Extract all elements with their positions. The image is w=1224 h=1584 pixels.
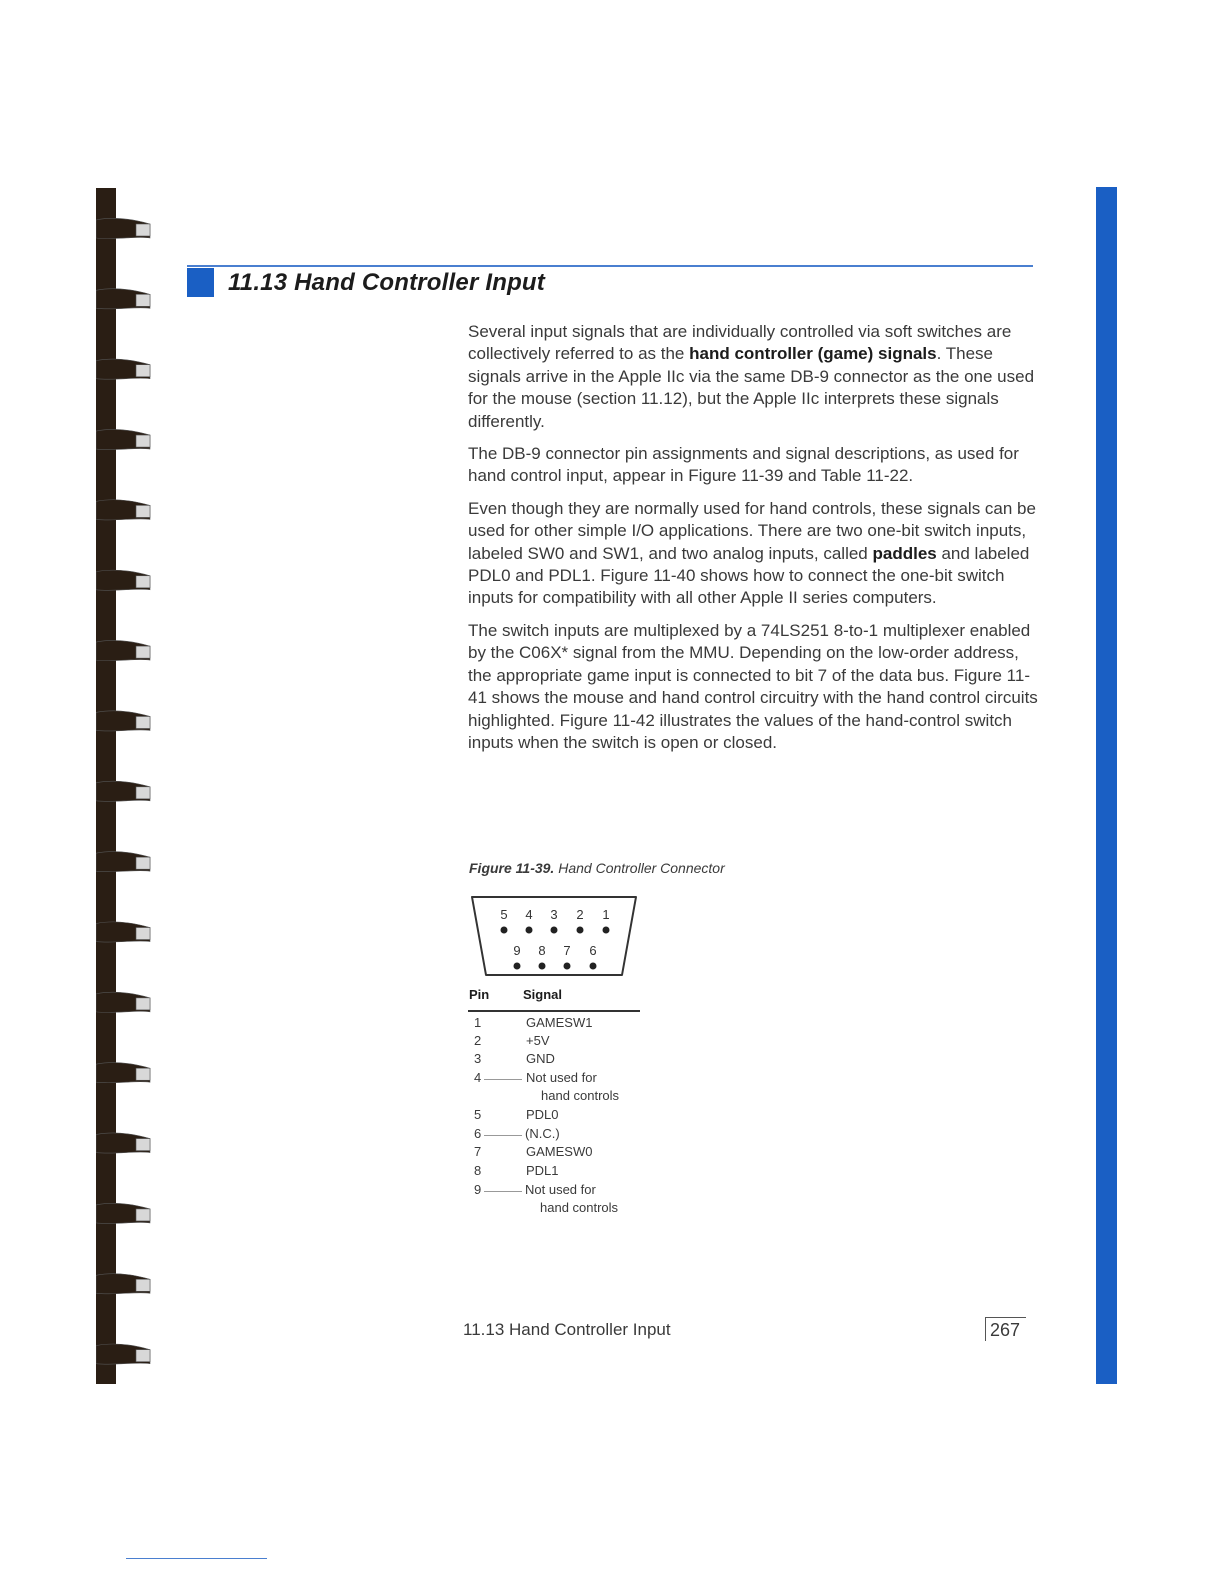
table-row-continuation	[468, 1088, 640, 1106]
table-row	[468, 1163, 640, 1181]
pin-dot-2	[577, 927, 584, 934]
table-row	[468, 1070, 640, 1088]
pin-dot-8	[539, 963, 546, 970]
pin-dot-4	[526, 927, 533, 934]
pin-dot-9	[514, 963, 521, 970]
section-title: 11.13 Hand Controller Input	[228, 269, 545, 296]
pin-signal: GND	[526, 1051, 555, 1066]
paragraph-3	[468, 498, 1040, 610]
page-edge-bar	[1096, 187, 1117, 1384]
figure-caption-text: Hand Controller Connector	[558, 860, 725, 876]
pin-label-9: 9	[513, 943, 521, 958]
paragraph-3-text-a: Even though they are normally used for hand controls, these signals can be used for other simple I/O applications. There are two one-bit switch inputs, labeled SW0 and SW1, and two analog inputs, called	[468, 498, 1036, 563]
binding-loop-highlight	[136, 716, 150, 728]
leader-line	[484, 1135, 522, 1136]
pin-signal-continuation: hand controls	[541, 1088, 620, 1103]
table-header-rule	[468, 1010, 640, 1012]
binding-loop-highlight	[136, 1350, 150, 1362]
table-row	[468, 1144, 640, 1162]
db9-connector-diagram	[468, 893, 640, 979]
table-row	[468, 1182, 640, 1200]
binding-loop-highlight	[136, 365, 150, 377]
binding-loop-highlight	[136, 224, 150, 236]
binding-loop-highlight	[136, 1209, 150, 1221]
bottom-rule	[126, 1558, 267, 1559]
binding-loop-highlight	[136, 1279, 150, 1291]
leader-line	[484, 1191, 522, 1192]
pin-label-7: 7	[563, 943, 571, 958]
pin-number: 3	[474, 1051, 482, 1066]
pin-dot-7	[564, 963, 571, 970]
binding-loop-highlight	[136, 928, 150, 940]
figure-label: Figure 11-39.	[469, 860, 555, 876]
pin-label-3: 3	[550, 907, 558, 922]
spiral-binding-graphic	[96, 188, 154, 1384]
binding-loop-highlight	[136, 646, 150, 658]
pin-number: 1	[474, 1015, 482, 1030]
pin-number: 5	[474, 1107, 482, 1122]
pin-number: 7	[474, 1144, 482, 1159]
binding-loop-highlight	[136, 505, 150, 517]
title-marker-square	[187, 268, 214, 297]
paragraph-3-text-b: and labeled PDL0 and PDL1. Figure 11-40 shows how to connect the one-bit switch inputs for compatibility with all other Apple II series computers.	[468, 543, 1030, 608]
binding-loop-highlight	[136, 857, 150, 869]
paragraph-1-text-b: . These signals arrive in the Apple IIc via the same DB-9 connector as the one used for the mouse (section 11.12), but the Apple IIc interprets these signals differently.	[468, 344, 1035, 431]
pin-label-6: 6	[589, 943, 597, 958]
pin-signal: +5V	[526, 1033, 550, 1048]
pin-signal-continuation: hand controls	[540, 1200, 619, 1215]
pin-signal: Not used for	[526, 1070, 597, 1085]
leader-line	[484, 1079, 522, 1080]
pin-signal: PDL0	[526, 1107, 559, 1122]
pin-label-8: 8	[538, 943, 546, 958]
paragraph-4: The switch inputs are multiplexed by a 74LS251 8-to-1 multiplexer enabled by the C06X* signal from the MMU. Depending on the low-order address, the appropriate game input is connected to bit 7 of the data bus. Figure 11-41 shows the mouse and hand control circuitry with the hand control circuits highlighted. Figure 11-42 illustrates the values of the hand-control switch inputs when the switch is open or closed.	[468, 620, 1038, 752]
pin-number: 8	[474, 1163, 482, 1178]
figure-caption	[469, 860, 725, 876]
binding-loop-highlight	[136, 787, 150, 799]
binding-loop-highlight	[136, 294, 150, 306]
binding-loop-highlight	[136, 435, 150, 447]
pin-dot-1	[603, 927, 610, 934]
table-row	[468, 1126, 640, 1144]
pin-signal: PDL1	[526, 1163, 559, 1178]
table-row	[468, 1033, 640, 1051]
pin-label-1: 1	[602, 907, 610, 922]
pin-number: 9	[474, 1182, 482, 1197]
pin-label-5: 5	[500, 907, 508, 922]
pin-dot-5	[501, 927, 508, 934]
table-row-continuation	[468, 1200, 640, 1218]
table-header-pin: Pin	[469, 987, 490, 1002]
pin-signal: GAMESW0	[526, 1144, 593, 1159]
body-text	[468, 321, 1040, 764]
pin-label-4: 4	[525, 907, 533, 922]
term-paddles: paddles	[872, 543, 937, 563]
table-row	[468, 1015, 640, 1033]
footer-section-title: 11.13 Hand Controller Input	[463, 1320, 671, 1339]
pin-signal: Not used for	[525, 1182, 596, 1197]
table-row	[468, 1051, 640, 1069]
pin-dot-3	[551, 927, 558, 934]
table-row	[468, 1107, 640, 1125]
title-rule	[187, 265, 1033, 267]
page-number: 267	[985, 1317, 1026, 1341]
paragraph-1-text-a: Several input signals that are individually controlled via soft switches are collectively referred to as the	[468, 322, 1012, 364]
binding-loop-highlight	[136, 998, 150, 1010]
paragraph-2: The DB-9 connector pin assignments and signal descriptions, as used for hand control input, appear in Figure 11-39 and Table 11-22.	[468, 444, 1019, 486]
binding-loop-highlight	[136, 576, 150, 588]
binding-loop-highlight	[136, 1139, 150, 1151]
term-hand-controller-signals: hand controller (game) signals	[689, 344, 937, 364]
pin-number: 4	[474, 1070, 482, 1085]
pin-dot-6	[590, 963, 597, 970]
pin-number: 6	[474, 1126, 482, 1141]
pin-signal: (N.C.)	[525, 1126, 560, 1141]
pin-number: 2	[474, 1033, 482, 1048]
pin-signal: GAMESW1	[526, 1015, 593, 1030]
pin-label-2: 2	[576, 907, 584, 922]
paragraph-1	[468, 321, 1040, 433]
binding-loop-highlight	[136, 1068, 150, 1080]
table-header-signal: Signal	[523, 987, 563, 1002]
